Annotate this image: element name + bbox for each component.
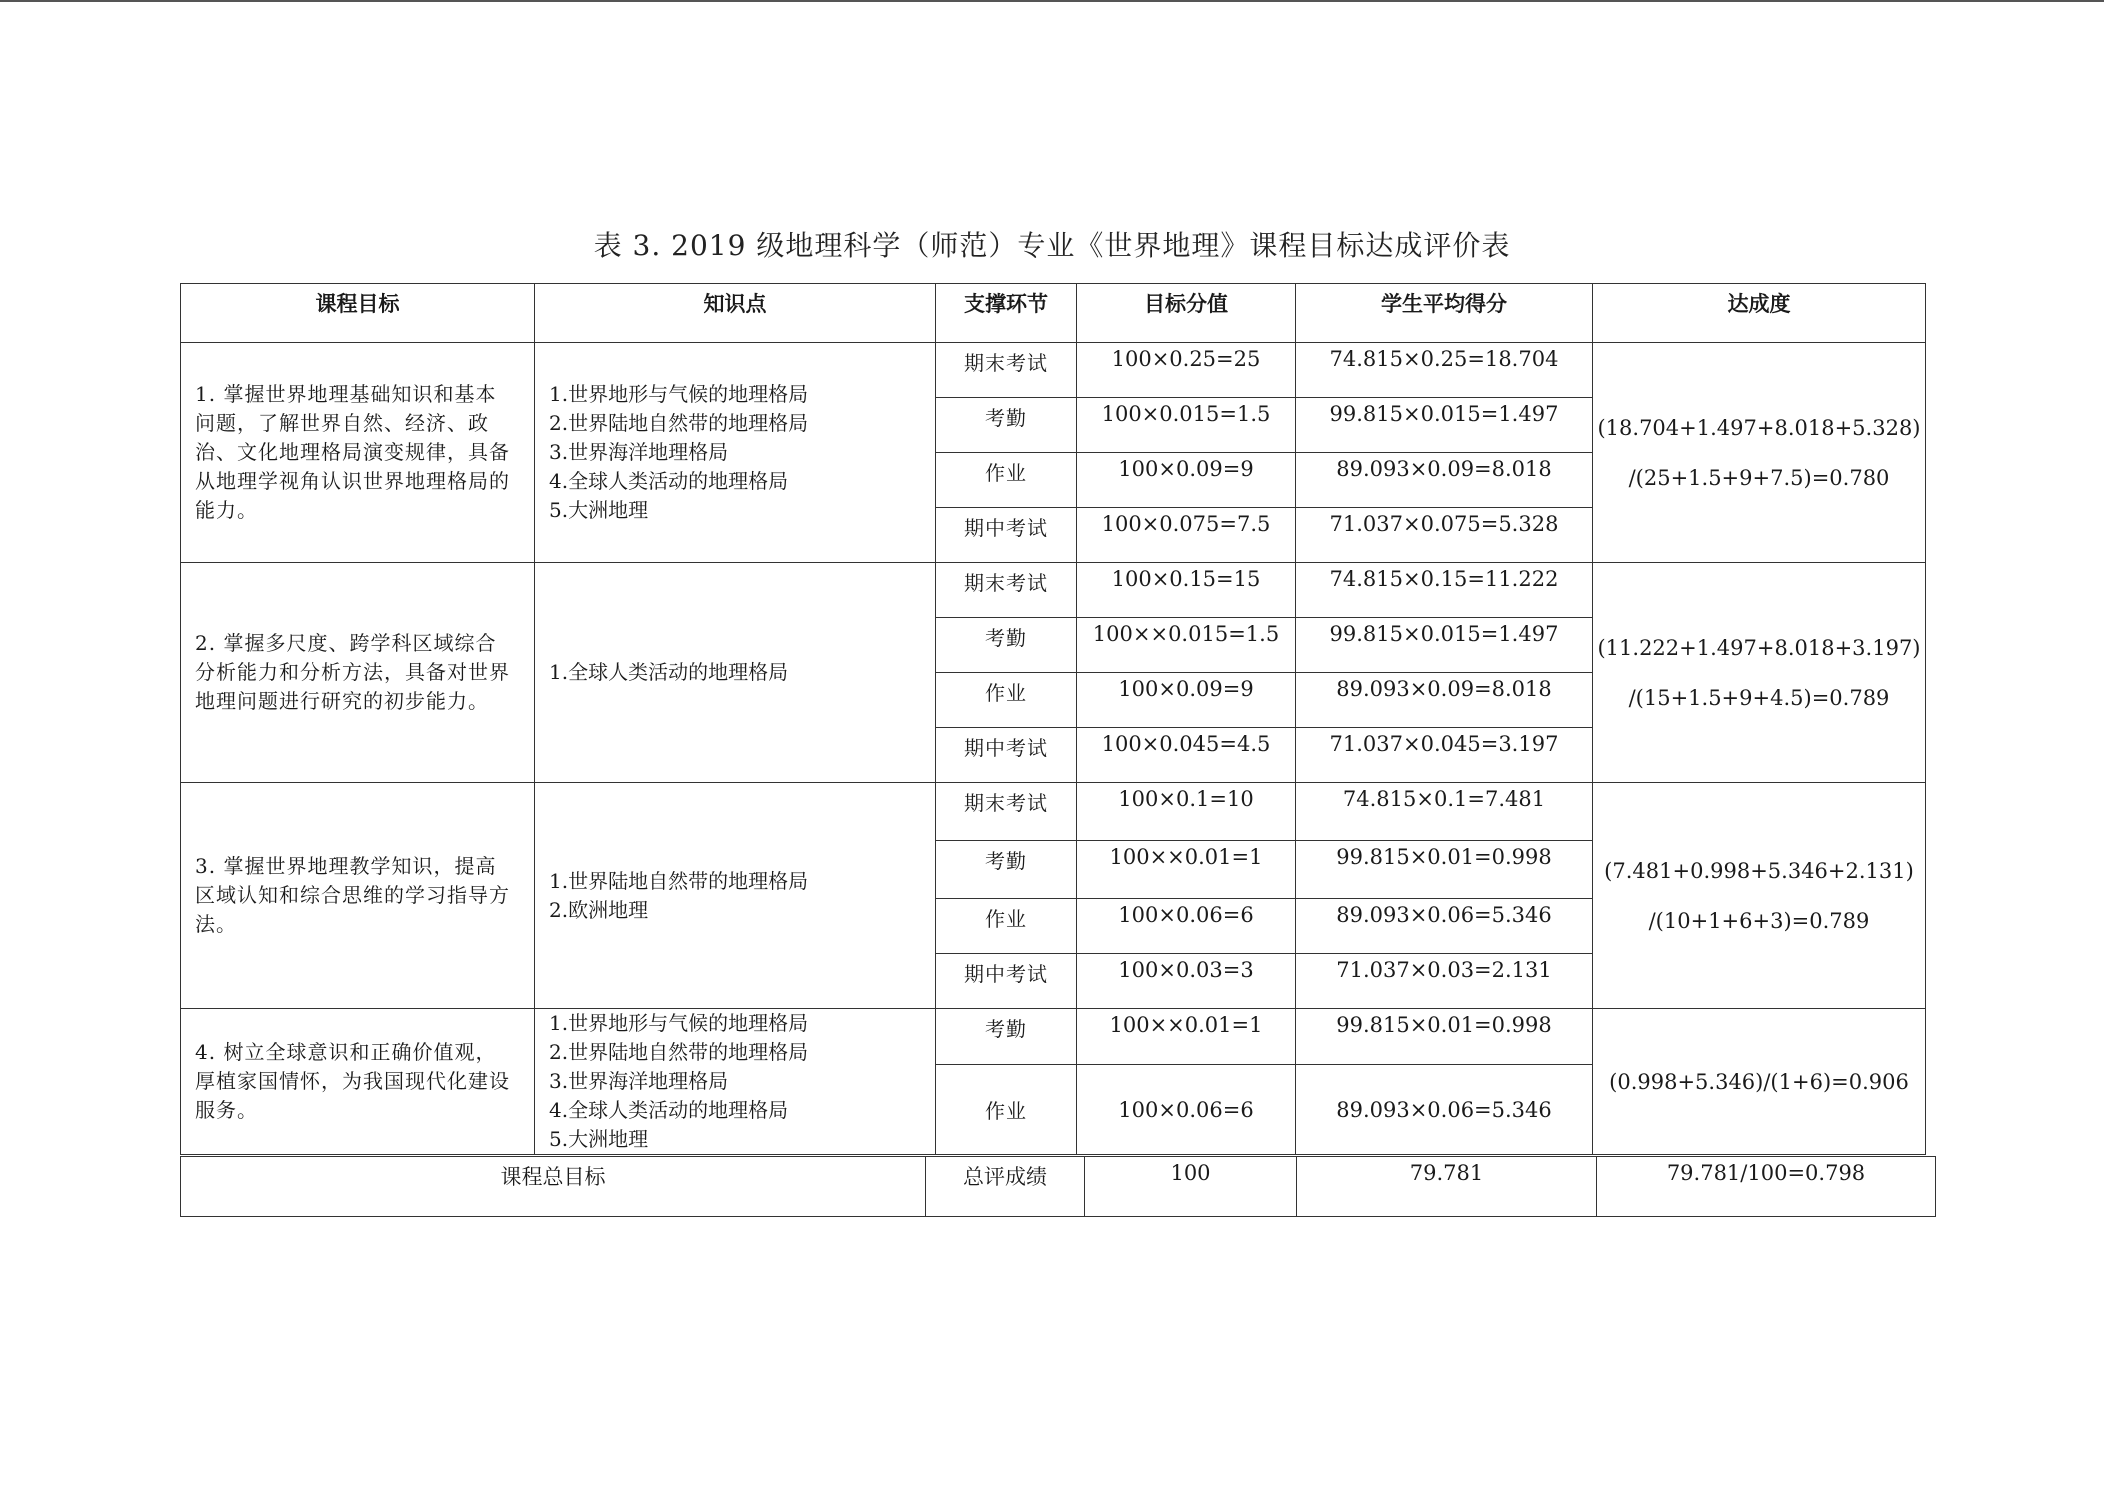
knowledge-item: 2.欧洲地理 — [549, 897, 649, 922]
knowledge-item: 5.大洲地理 — [549, 1127, 649, 1151]
goal-2-knowledge — [535, 563, 936, 783]
knowledge-item: 2.世界陆地自然带的地理格局 — [549, 411, 809, 435]
table-row — [181, 563, 1926, 618]
score-cell: 99.815×0.01=0.998 — [1296, 1009, 1593, 1065]
target-cell: 100×0.075=7.5 — [1077, 508, 1296, 563]
link-cell: 期中考试 — [936, 728, 1077, 783]
header-goal: 课程目标 — [181, 284, 535, 343]
link-cell: 考勤 — [936, 841, 1077, 899]
score-cell: 99.815×0.015=1.497 — [1296, 618, 1593, 673]
knowledge-item: 1.世界地形与气候的地理格局 — [549, 382, 809, 406]
knowledge-item: 2.世界陆地自然带的地理格局 — [549, 1040, 809, 1064]
attainment-line: (7.481+0.998+5.346+2.131) — [1604, 858, 1914, 883]
total-row — [181, 1157, 1936, 1217]
target-cell: 100××0.015=1.5 — [1077, 618, 1296, 673]
target-cell: 100×0.03=3 — [1077, 954, 1296, 1009]
total-score: 79.781 — [1297, 1157, 1597, 1217]
header-score: 学生平均得分 — [1296, 284, 1593, 343]
table-row — [181, 783, 1926, 841]
link-cell: 作业 — [936, 673, 1077, 728]
score-cell: 71.037×0.045=3.197 — [1296, 728, 1593, 783]
attainment-line: (11.222+1.497+8.018+3.197) — [1597, 635, 1921, 660]
goal-4-text: 4. 树立全球意识和正确价值观，厚植家国情怀，为我国现代化建设服务。 — [181, 1009, 535, 1155]
score-cell: 71.037×0.03=2.131 — [1296, 954, 1593, 1009]
attainment-line: (0.998+5.346)/(1+6)=0.906 — [1609, 1069, 1909, 1094]
score-cell: 99.815×0.01=0.998 — [1296, 841, 1593, 899]
attainment-line: /(10+1+6+3)=0.789 — [1648, 908, 1870, 933]
goal-1-knowledge — [535, 343, 936, 563]
goal-4-knowledge — [535, 1009, 936, 1155]
link-cell: 期中考试 — [936, 508, 1077, 563]
knowledge-item: 1.世界陆地自然带的地理格局 — [549, 868, 809, 893]
score-cell: 89.093×0.09=8.018 — [1296, 453, 1593, 508]
link-cell: 考勤 — [936, 618, 1077, 673]
target-cell: 100×0.06=6 — [1077, 1065, 1296, 1155]
header-target: 目标分值 — [1077, 284, 1296, 343]
table-row — [181, 343, 1926, 398]
target-cell: 100×0.1=10 — [1077, 783, 1296, 841]
link-cell: 期末考试 — [936, 343, 1077, 398]
knowledge-item: 5.大洲地理 — [549, 498, 649, 522]
knowledge-item: 1.全球人类活动的地理格局 — [549, 660, 789, 684]
target-cell: 100×0.045=4.5 — [1077, 728, 1296, 783]
goal-3-knowledge — [535, 783, 936, 1009]
total-label: 课程总目标 — [181, 1157, 926, 1217]
target-cell: 100×0.25=25 — [1077, 343, 1296, 398]
link-cell: 作业 — [936, 453, 1077, 508]
score-cell: 71.037×0.075=5.328 — [1296, 508, 1593, 563]
attainment-line: (18.704+1.497+8.018+5.328) — [1597, 415, 1921, 440]
knowledge-item: 1.世界地形与气候的地理格局 — [549, 1011, 809, 1035]
link-cell: 考勤 — [936, 1009, 1077, 1065]
link-cell: 期末考试 — [936, 783, 1077, 841]
link-cell: 期末考试 — [936, 563, 1077, 618]
score-cell: 89.093×0.09=8.018 — [1296, 673, 1593, 728]
score-cell: 89.093×0.06=5.346 — [1296, 899, 1593, 954]
attainment-line: /(25+1.5+9+7.5)=0.780 — [1628, 465, 1890, 490]
link-cell: 作业 — [936, 1065, 1077, 1155]
header-knowledge: 知识点 — [535, 284, 936, 343]
page-top-border — [0, 0, 2104, 2]
goal-2-text: 2. 掌握多尺度、跨学科区域综合分析能力和分析方法，具备对世界地理问题进行研究的初步能力。 — [181, 563, 535, 783]
target-cell: 100×0.06=6 — [1077, 899, 1296, 954]
link-cell: 期中考试 — [936, 954, 1077, 1009]
target-cell: 100×0.09=9 — [1077, 673, 1296, 728]
header-attainment: 达成度 — [1593, 284, 1926, 343]
table-title: 表 3. 2019 级地理科学（师范）专业《世界地理》课程目标达成评价表 — [593, 229, 1511, 262]
total-row-table — [180, 1156, 1936, 1217]
header-row — [181, 284, 1926, 343]
target-cell: 100×0.15=15 — [1077, 563, 1296, 618]
target-cell: 100××0.01=1 — [1077, 1009, 1296, 1065]
goal-4-attainment — [1593, 1009, 1926, 1155]
total-target: 100 — [1085, 1157, 1297, 1217]
knowledge-item: 3.世界海洋地理格局 — [549, 1069, 729, 1093]
link-cell: 作业 — [936, 899, 1077, 954]
goal-2-attainment — [1593, 563, 1926, 783]
goal-3-text: 3. 掌握世界地理教学知识，提高区域认知和综合思维的学习指导方法。 — [181, 783, 535, 1009]
knowledge-item: 4.全球人类活动的地理格局 — [549, 469, 789, 493]
attainment-line: /(15+1.5+9+4.5)=0.789 — [1628, 685, 1890, 710]
table-row — [181, 1009, 1926, 1065]
total-link: 总评成绩 — [926, 1157, 1085, 1217]
score-cell: 74.815×0.15=11.222 — [1296, 563, 1593, 618]
score-cell: 89.093×0.06=5.346 — [1296, 1065, 1593, 1155]
total-attainment: 79.781/100=0.798 — [1597, 1157, 1936, 1217]
score-cell: 99.815×0.015=1.497 — [1296, 398, 1593, 453]
target-cell: 100×0.09=9 — [1077, 453, 1296, 508]
target-cell: 100××0.01=1 — [1077, 841, 1296, 899]
link-cell: 考勤 — [936, 398, 1077, 453]
goal-1-attainment — [1593, 343, 1926, 563]
knowledge-item: 4.全球人类活动的地理格局 — [549, 1098, 789, 1122]
knowledge-item: 3.世界海洋地理格局 — [549, 440, 729, 464]
header-link: 支撑环节 — [936, 284, 1077, 343]
goal-1-text: 1. 掌握世界地理基础知识和基本问题，了解世界自然、经济、政治、文化地理格局演变规律，具备从地理学视角认识世界地理格局的能力。 — [181, 343, 535, 563]
score-cell: 74.815×0.1=7.481 — [1296, 783, 1593, 841]
score-cell: 74.815×0.25=18.704 — [1296, 343, 1593, 398]
goal-3-attainment — [1593, 783, 1926, 1009]
evaluation-table — [180, 283, 1926, 1155]
target-cell: 100×0.015=1.5 — [1077, 398, 1296, 453]
